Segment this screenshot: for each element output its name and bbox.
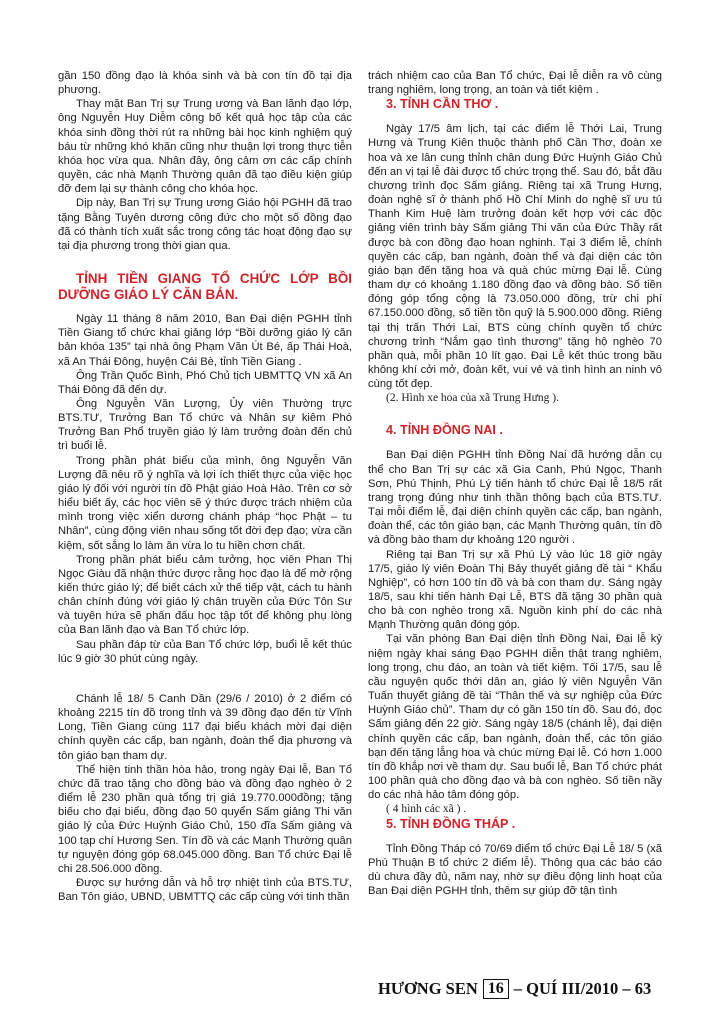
left-column <box>58 69 352 904</box>
paragraph: Riêng tại Ban Trị sự xã Phú Lý vào lúc 18 giờ ngày 17/5, giáo lý viên Đoàn Thị Bảy thuyết giảng đề tài “ Khẩu Nghiệp”, có hơn 100 tín đồ và bà con tham dự. Sáng ngày 18/5, sau khi tiến hành Đại Lễ, BTS đã tặng 30 phần quà cho bà con nghèo trong xã. Nguồn kinh phí do các nhà Mạnh Thường quân đóng góp. <box>368 548 662 632</box>
paragraph: gần 150 đồng đạo là khóa sinh và bà con tín đồ tại địa phương. <box>58 70 352 97</box>
paragraph: Tỉnh Đồng Tháp có 70/69 điểm tổ chức Đại Lễ 18/ 5 (xã Phú Thuận B tổ chức 2 điểm lễ). Thông qua các báo cáo dù chưa đầy đủ, năm nay, nhờ sự điều động linh hoạt của Ban Đại diện PGHH tỉnh, thêm sự giúp đỡ tận tình <box>368 842 662 897</box>
section-heading-tien-giang: TỈNH TIỀN GIANG TỔ CHỨC LỚP BỒI DƯỠNG GIÁO LÝ CĂN BẢN. <box>58 271 352 302</box>
issue-and-page: – QUÍ III/2010 – 63 <box>513 979 652 998</box>
magazine-name: HƯƠNG SEN <box>378 979 478 998</box>
paragraph: Dịp này, Ban Trị sự Trung ương Giáo hội PGHH đã trao tặng Bằng Tuyên dương công đức cho một số đồng đạo đã có thành tích xuất sắc trong công tác hoạt động đạo sự tại địa phương trong thời gian qua. <box>58 197 352 252</box>
section-heading-can-tho: 3. TỈNH CẦN THƠ . <box>386 97 499 112</box>
paragraph: Trong phần phát biểu cảm tưởng, học viên Phan Thị Ngọc Giàu đã nhận thức được rằng học đạo là để mở rộng kiến thức giáo lý; để biết cách xử thế tiếp vật, cách tu hành chân chính đúng với giáo lý chân truyền của Đức Tôn Sư và tuyên hứa sẽ phấn đấu học tập tốt để không phụ lòng của Ban lãnh đạo và Ban Tổ chức lớp. <box>58 553 352 637</box>
paragraph: Ban Đại diện PGHH tỉnh Đồng Nai đã hướng dẫn cụ thể cho Ban Trị sự các xã Gia Canh, Phú Ngọc, Thanh Sơn, Phú Thịnh, Phú Lý tiến hành tổ chức Đại lễ 18/5 rất trang trọng đúng như tinh thần thông bạch của BTS.TƯ. Tại mỗi điểm lễ, đại diện chính quyền các cấp, ban ngành, đoàn thể, các tôn giáo bạn, các Mạnh Thường quân, tín đồ và đồng bào tham dự khoảng 120 người . <box>368 449 662 547</box>
paragraph: Trong phần phát biểu của mình, ông Nguyễn Văn Lượng đã nêu rõ ý nghĩa và lợi ích thiết thực của việc học giáo lý đối với người tín đồ Phật giáo Hoà Hảo. Trên cơ sở hiểu biết ấy, các học viên sẽ ý thức được trách nhiệm của mình trong việc xiển dương chánh pháp “học Phật – tu Nhân”, cùng động viên nhau sống tốt đời đẹp đạo; vừa cần kiệm, sốt sắng lo làm ăn vừa lo tu hiền chơn chất. <box>58 454 352 552</box>
section-heading-dong-nai: 4. TỈNH ĐỒNG NAI . <box>386 423 503 438</box>
image-caption: (2. Hình xe hoa của xã Trung Hưng ). <box>386 392 559 405</box>
right-column <box>368 69 662 898</box>
image-caption: ( 4 hình các xã ) . <box>386 803 467 816</box>
paragraph: Được sự hướng dẫn và hỗ trợ nhiệt tình của BTS.TƯ, Ban Tôn giáo, UBND, UBMTTQ các cấp cùng với tinh thần <box>58 876 352 904</box>
page-footer <box>378 978 668 1000</box>
paragraph: Thay mặt Ban Trị sự Trung ương và Ban lãnh đạo lớp, ông Nguyễn Huy Diễm công bố kết quả học tập của các khóa sinh đồng thời rút ra những bài học kinh nghiệm quý báu từ những khó khăn cũng như thuận lợi trong thực tiễn khóa học vừa qua. Nhân đây, ông cảm ơn các cấp chính quyền, các nhà Mạnh Thường quân đã tạo điều kiện giúp đỡ đem lại sự thành công cho khóa học. <box>58 98 352 196</box>
paragraph: Tại văn phòng Ban Đại diện tỉnh Đồng Nai, Đại lễ kỷ niệm ngày khai sáng Đạo PGHH diễn thật trang nghiêm, long trọng, chu đáo, an toàn và tiết kiệm. Tối 17/5, sau lễ cầu nguyện quốc thới dân an, giáo lý viên Nguyễn Văn Tuấn thuyết giảng đề tài “Thân thế và sự nghiệp của Đức Huỳnh Giáo chủ”. Tham dự có gần 150 tín đồ. Sau đó, đọc Sấm giảng đến 22 giờ. Sáng ngày 18/5 (chánh lễ), đại diện chính quyền các cấp, ban ngành, đoàn thể, các tôn giáo bạn đến tặng lẵng hoa và chúc mừng Đại lễ. Có hơn 1.000 tín đồ khắp nơi về tham dự. Sau buổi lễ, Ban Tổ chức phát 100 phần quà cho đồng đạo và bà con nghèo. Số tiền nầy do các nhà hảo tâm đóng góp. <box>368 633 662 802</box>
paragraph: Ông Nguyễn Văn Lượng, Ủy viên Thường trực BTS.TƯ, Trưởng Ban Tổ chức và Nhân sự kiêm Phó Trưởng Ban Phổ truyền giáo lý làm trưởng đoàn đến chủ trì buổi lễ. <box>58 397 352 453</box>
paragraph: trách nhiệm cao của Ban Tổ chức, Đại lễ diễn ra vô cùng trang nghiêm, long trọng, an toàn và tiết kiệm . <box>368 70 662 97</box>
paragraph: Chánh lễ 18/ 5 Canh Dần (29/6 / 2010) ở 2 điểm có khoảng 2215 tín đồ trong tỉnh và 39 đồng đạo đến từ Vĩnh Long, Tiền Giang cùng 117 đại biểu khách mời đại diện chính quyền các cấp, ban ngành, đoàn thể địa phương và tôn giáo bạn tham dự. <box>58 692 352 762</box>
paragraph: Ngày 17/5 âm lịch, tại các điểm lễ Thới Lai, Trung Hưng và Trung Kiên thuộc thành phố Cần Thơ, đoàn xe hoa và xe lân cung thỉnh chân dung Đức Huỳnh Giáo Chủ đến an vị tại lễ đài được tổ chức trọng thể. Sau đó, bắt đầu chương trình đọc Sấm giảng. Riêng tại xã Trung Hưng, đoàn nghệ sĩ ở thành phố Hồ Chí Minh do nghệ sĩ ưu tú Thanh Kim Huệ làm trưởng đoàn kết hợp với các độc giảng viên trình bày Sấm giảng Thi văn của Đức Thầy rất được bà con đồng đạo hoan nghinh. Tại 3 điểm lễ, chính quyền các cấp, ban ngành, đoàn thể và đại diện các tôn giáo bạn đến tặng hoa và quà chúc mừng Đại lễ. Cùng tham dự có khoảng 1.180 đồng đạo và đồng bào. Số tiền đóng góp tổng cộng là 73.050.000 đồng, trừ chi phí 67.150.000 đồng, số tiền tồn quỹ là 5.900.000 đồng. Riêng tại thị trấn Thới Lai, BTS cùng chính quyền tổ chức chương trình “Nắm gạo tình thương” tặng hộ nghèo 70 phần quà, mỗi phần 10 lít gạo. Đại Lễ kết thúc trong bầu không khí cởi mở, đoàn kết, vui vẻ và tình hình an ninh vô cùng tốt đẹp. <box>368 123 662 391</box>
paragraph: Ngày 11 tháng 8 năm 2010, Ban Đại diện PGHH tỉnh Tiền Giang tổ chức khai giảng lớp “Bồi dưỡng giáo lý căn bản khóa 135” tại nhà ông Phạm Văn Út Bé, ấp Thái Hoà, xã An Thái Đông, huyện Cái Bè, tỉnh Tiền Giang . <box>58 313 352 368</box>
paragraph: Thể hiện tinh thần hòa hảo, trong ngày Đại lễ, Ban Tổ chức đã trao tặng cho đồng bào và đồng đạo nghèo ở 2 điểm lễ 230 phần quà tổng trị giá 19.770.000đồng; tặng biếu cho đại biểu, đồng đạo 50 quyển Sấm giảng Thi văn giáo lý của Đức Huỳnh Giáo Chủ, 150 đĩa Sấm giảng và 100 tạp chí Hương Sen. Tín đồ và các Mạnh Thường quân tự nguyện đóng góp 68.045.000 đồng. Ban Tổ chức Đại lễ chi 28.506.000 đồng. <box>58 763 352 875</box>
paragraph: Sau phần đáp từ của Ban Tổ chức lớp, buổi lễ kết thúc lúc 9 giờ 30 phút cùng ngày. <box>58 638 352 665</box>
paragraph: Ông Trần Quốc Bình, Phó Chủ tịch UBMTTQ VN xã An Thái Đông đã đến dự. <box>58 369 352 396</box>
section-heading-dong-thap: 5. TỈNH ĐỒNG THÁP . <box>386 816 516 831</box>
issue-number-box: 16 <box>483 979 509 999</box>
